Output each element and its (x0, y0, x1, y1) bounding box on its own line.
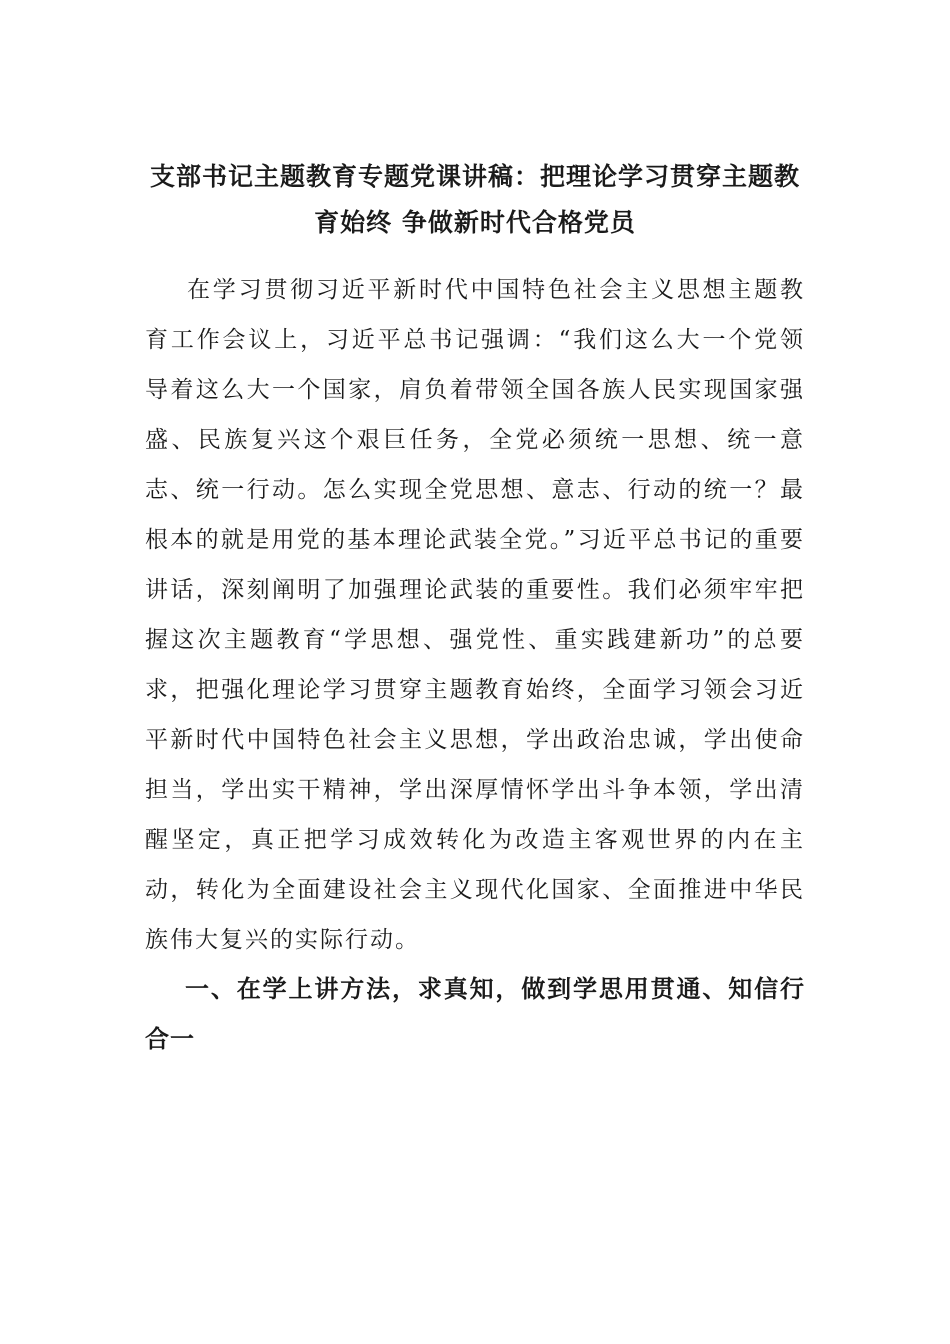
intro-paragraph: 在学习贯彻习近平新时代中国特色社会主义思想主题教育工作会议上，习近平总书记强调：“我们这么大一个党领导着这么大一个国家，肩负着带领全国各族人民实现国家强盛、民族复兴这个艰巨任务，全党必须统一思想、统一意志、统一行动。怎么实现全党思想、意志、行动的统一？最根本的就是用党的基本理论武装全党。”习近平总书记的重要讲话，深刻阐明了加强理论武装的重要性。我们必须牢牢把握这次主题教育“学思想、强党性、重实践建新功”的总要求，把强化理论学习贯穿主题教育始终，全面学习领会习近平新时代中国特色社会主义思想，学出政治忠诚，学出使命担当，学出实干精神，学出深厚情怀学出斗争本领，学出清醒坚定，真正把学习成效转化为改造主客观世界的内在主动，转化为全面建设社会主义现代化国家、全面推进中华民族伟大复兴的实际行动。 (145, 277, 805, 953)
section-heading-1: 一、在学上讲方法，求真知，做到学思用贯通、知信行合一 (145, 974, 805, 1053)
document-title: 支部书记主题教育专题党课讲稿：把理论学习贯穿主题教育始终 争做新时代合格党员 (149, 162, 800, 237)
